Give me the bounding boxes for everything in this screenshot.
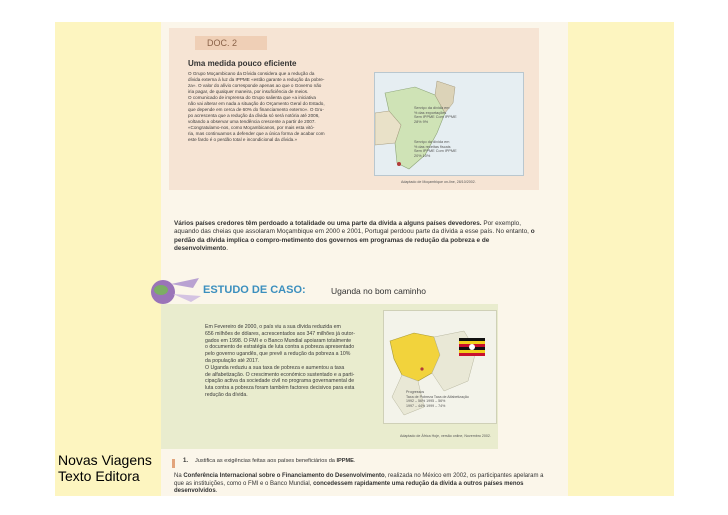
publisher-credit: Novas Viagens Texto Editora [58,452,152,484]
case-study-label: ESTUDO DE CASO: [203,284,306,296]
body-paragraph-text-2: . [226,245,228,253]
question-marker [172,459,175,468]
uganda-flag-icon [459,338,485,356]
body-paragraph [174,220,544,254]
final-paragraph-bold-1: Conferência Internacional sobre o Financiamento do Desenvolvimento [183,473,385,479]
case-study-text: Em Fevereiro de 2000, o país viu a sua dívida reduzida em 656 milhões de dólares, acrescentados aos 347 milhões já outor- gados em 1998. O FMI e o Banco Mundial apoiaram totalmente o documento de estratégia de luta contra a pobreza apresentado pelo governo ugandês, que prevê a redução da pobreza a 10% da população até 2017. O Uganda reduziu a sua taxa de pobreza e aumentou a taxa de alfabetização. O crescimento económico sustentado e a parti- cipação activa da sociedade civil no programa governamental de luta contra a pobreza foram também factores decisivos para esta redução da dívida. [205,324,355,398]
final-paragraph [174,473,544,496]
question-text-start: Justifica as exigências feitas aos países beneficiários da [195,458,337,464]
question-text-end: . [353,458,356,464]
case-study-banner [161,280,568,304]
final-paragraph-text-1: Na [174,473,184,479]
body-paragraph-text-1: Por exemplo, aquando das cheias que assolaram Moçambique em 2000 e 2001, Portugal perdoou parte da dívida a esse país. No entanto, [174,220,531,236]
doc-text: O Grupo Moçambicano da Dívida considera que a redução da dívida externa à luz da IPPME «estão garante a redução da pobre- za». O valor do alívio corresponde apenas ao que o Governo não iria pagar, de qualquer maneira, por insuficiência de meios. O comunicado de imprensa do Grupo salienta que «a iniciativa não vai alterar em nada a situação do Orçamento Geral do Estado, que depende em cerca de 60% do financiamento externo». O Gru- po acrescenta que a redução da dívida só será notória até 2006, voltando a observar uma tendência crescente a partir de 2007. «Congratulamo-nos, como Moçambicanos, por mais esta vitó- ria, mas continuamos a defender que a única forma de acabar com este fardo é o perdão total e incondicional da dívida.» [188,71,325,142]
body-paragraph-bold-1: Vários países credores têm perdoado a totalidade ou uma parte da dívida a alguns países devedores. [174,220,482,227]
final-paragraph-text-3: . [215,488,218,495]
textbook-page [161,22,568,496]
question-text-bold: IPPME [336,458,354,464]
body-paragraph-bold-2: o perdão da dívida implica o compro-metimento dos governos em programas de redução da pobreza e de desenvolvimento [174,228,535,253]
doc-title: Uma medida pouco eficiente [188,59,297,68]
doc-tab: DOC. 2 [195,36,267,50]
globe-icon [147,274,203,308]
uganda-progress-legend: Progressos Taxa de Pobreza Taxa de Alfabetização 1992 – 56% 1995 – 56% 1997 – 44% 1999 – 74% [406,390,469,408]
case-study-source: Adaptado de África Hoje, versão online, Novembro 2002. [400,434,491,438]
map-legend-fiscal: Serviço da dívida em % das receitas fiscais Sem IPPME Com IPPME 20% 10% [414,140,457,158]
question-text [195,458,355,464]
final-paragraph-text-2: , realizada no México em 2002, os participantes apelaram a que as instituições, como o FMI e o Banco Mundial, [174,473,544,487]
map-legend-exports: Serviço da dívida em % das exportações Sem IPPME Com IPPME 28% 9% [414,106,457,124]
doc-2-box [169,28,539,190]
question-number: 1. [183,458,189,464]
doc-source: Adaptado de Moçambique on-line, 28/10/2002. [401,180,476,184]
right-yellow-strip [568,22,674,496]
case-study-title: Uganda no bom caminho [331,286,426,296]
final-paragraph-bold-2: concedessem rapidamente uma redução da dívida a outros países menos desenvolvidos [174,480,524,495]
left-yellow-strip [55,22,161,496]
